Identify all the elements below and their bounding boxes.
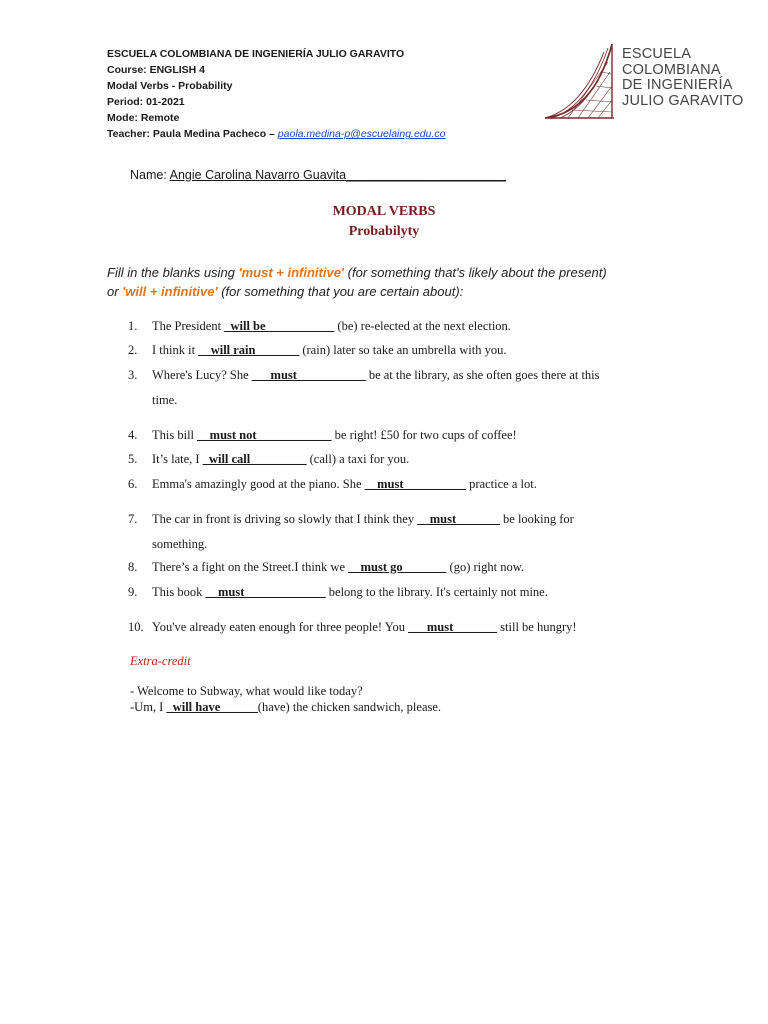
exercise-item: 3. Where's Lucy? She ___must___________ be at the library, as she often goes there at this time. [128, 368, 600, 407]
logo-line: ESCUELA [622, 46, 692, 62]
logo-text [622, 47, 744, 109]
logo-line: DE INGENIERÍA [622, 77, 733, 93]
answer-blank[interactable]: __must__________ [364, 477, 467, 491]
logo-line: COLOMBIANA [622, 61, 721, 78]
name-label: Name: [130, 168, 167, 182]
answer-blank[interactable]: __will rain_______ [198, 343, 300, 357]
exercise-item: 5. It’s late, I _will call_________ (call) a taxi for you. [128, 452, 410, 466]
teacher-line [107, 126, 445, 142]
answer-blank[interactable]: __must_____________ [205, 585, 326, 599]
teacher-label: Teacher: Paula Medina Pacheco – [107, 128, 275, 140]
will-infinitive-highlight: 'will + infinitive' [122, 284, 218, 299]
period-label: Period: 01-2021 [107, 96, 185, 108]
answer-blank[interactable]: _will call_________ [202, 452, 307, 466]
document-header [107, 46, 445, 142]
logo-graphic [542, 42, 622, 124]
extra-credit-heading: Extra-credit [130, 654, 191, 668]
exercise-item: 10. You've already eaten enough for three people! You ___must_______ still be hungry! [128, 620, 577, 634]
teacher-email-link[interactable]: paola.medina-p@escuelaing.edu.co [277, 128, 446, 140]
topic-label: Modal Verbs - Probability [107, 80, 233, 92]
exercise-item: 1. The President _will be___________ (be) re-elected at the next election. [128, 319, 511, 333]
answer-blank[interactable]: __must_______ [417, 512, 500, 526]
school-name: ESCUELA COLOMBIANA DE INGENIERÍA JULIO GARAVITO [107, 48, 405, 60]
exercise-item: 7. The car in front is driving so slowly that I think they __must_______ be looking for something. [128, 512, 574, 551]
page-subtitle: Probabilyty [348, 224, 420, 239]
answer-blank[interactable]: __must not____________ [197, 428, 332, 442]
answer-blank[interactable]: ___must___________ [251, 368, 366, 382]
answer-blank[interactable]: _will be___________ [224, 319, 335, 333]
answer-blank[interactable]: _will have______ [166, 700, 258, 714]
university-logo [542, 42, 744, 124]
page-title: MODAL VERBS [332, 204, 436, 219]
student-name-line [130, 168, 506, 182]
dialog-line-2: -Um, I _will have______(have) the chicken sandwich, please. [130, 700, 442, 714]
course-label: Course: ENGLISH 4 [107, 64, 206, 76]
exercise-item: 9. This book __must_____________ belong to the library. It's certainly not mine. [128, 585, 548, 599]
must-infinitive-highlight: 'must + infinitive' [238, 265, 345, 280]
exercise-item: 4. This bill __must not____________ be right! £50 for two cups of coffee! [128, 428, 517, 442]
instructions: Fill in the blanks using 'must + infinitive' (for something that's likely about the present) or 'will + infinitive' (for something that you are certain about): [107, 265, 607, 299]
answer-blank[interactable]: ___must_______ [408, 620, 498, 634]
exercise-item: 2. I think it __will rain_______ (rain) later so take an umbrella with you. [128, 343, 507, 357]
answer-blank[interactable]: __must go_______ [348, 560, 447, 574]
exercise-item: 6. Emma's amazingly good at the piano. She __must__________ practice a lot. [128, 477, 537, 491]
mode-label: Mode: Remote [107, 112, 180, 124]
student-name-value[interactable]: Angie Carolina Navarro Guavita_______________________ [169, 168, 507, 182]
dialog-line-1: - Welcome to Subway, what would like today? [130, 684, 363, 698]
logo-line: JULIO GARAVITO [622, 92, 744, 109]
exercise-item: 8. There’s a fight on the Street.I think we __must go_______ (go) right now. [128, 560, 525, 574]
